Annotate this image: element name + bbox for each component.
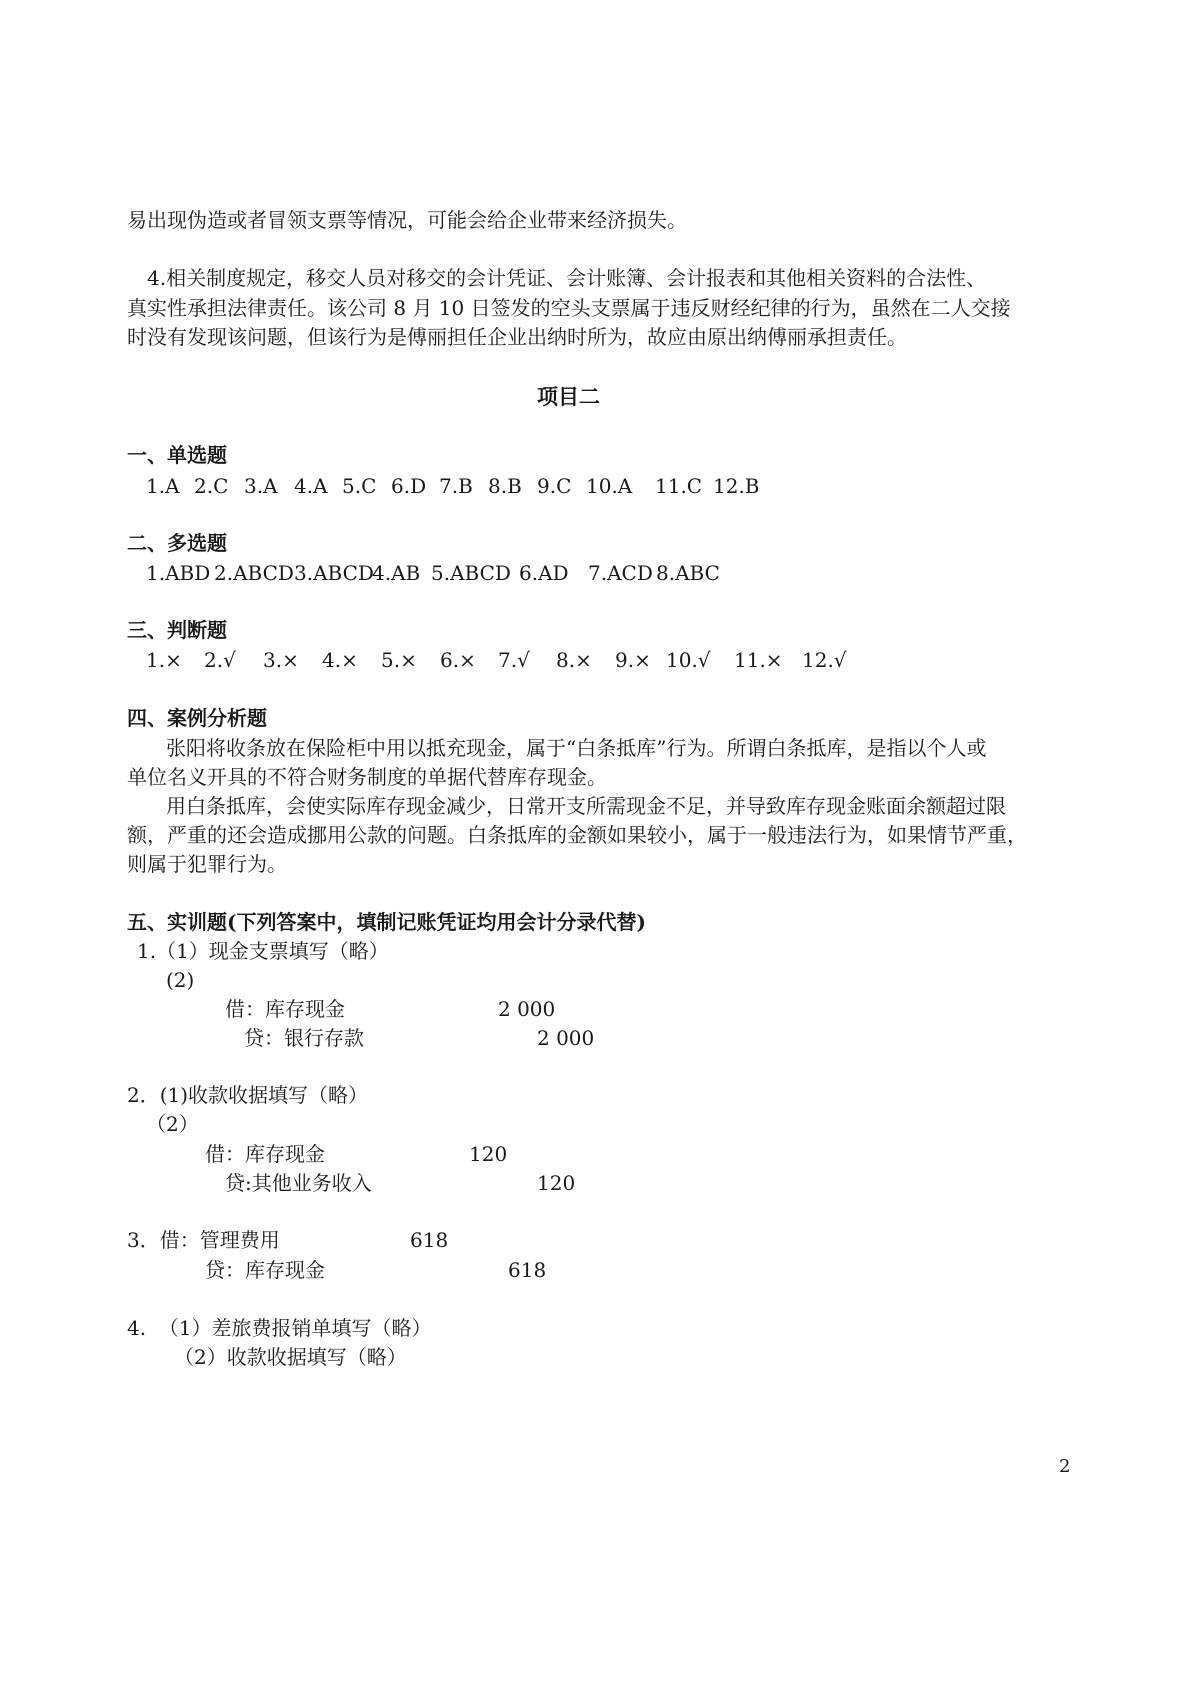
section-heading-single-choice: 一、单选题 <box>127 443 227 467</box>
answer-item: 3.× <box>263 648 299 672</box>
section-heading-multiple-choice: 二、多选题 <box>127 531 227 555</box>
journal-credit-amount: 120 <box>537 1171 576 1195</box>
section-heading-case-analysis: 四、案例分析题 <box>127 706 267 730</box>
answer-item: 4.AB <box>372 561 421 585</box>
answer-item: 4.× <box>322 648 358 672</box>
journal-credit-amount: 2 000 <box>537 1026 595 1050</box>
answer-item: 1.× <box>146 648 182 672</box>
journal-credit-account: 贷:其他业务收入 <box>225 1171 372 1195</box>
page-number: 2 <box>1059 1456 1071 1477</box>
answer-item: 6.AD <box>519 561 569 585</box>
journal-debit-account: 借：库存现金 <box>205 1142 325 1166</box>
answer-item: 2.√ <box>204 648 236 672</box>
journal-credit-account: 贷：库存现金 <box>205 1258 325 1282</box>
answer-item: 2.ABCD <box>214 561 294 585</box>
practice-q1-subitem: (2) <box>166 968 195 992</box>
answer-item: 9.C <box>537 474 572 498</box>
answer-item: 8.B <box>488 474 522 498</box>
answer-item: 7.B <box>439 474 473 498</box>
case-text-line: 用白条抵库，会使实际库存现金减少，日常开支所需现金不足，并导致库存现金账面余额超过限 <box>166 794 1006 818</box>
journal-credit-account: 贷：银行存款 <box>244 1026 364 1050</box>
answer-item: 7.ACD <box>588 561 653 585</box>
section-heading-practical: 五、实训题(下列答案中，填制记账凭证均用会计分录代替) <box>127 910 646 934</box>
practice-q2-subitem: （2） <box>146 1112 199 1136</box>
answer-item: 8.× <box>556 648 592 672</box>
journal-credit-amount: 618 <box>508 1258 547 1282</box>
paragraph-4-line: 真实性承担法律责任。该公司 8 月 10 日签发的空头支票属于违反财经纪律的行为，虽然在二人交接 <box>127 296 1011 320</box>
answer-item: 6.× <box>440 648 476 672</box>
paragraph-4-line: 时没有发现该问题，但该行为是傅丽担任企业出纳时所为，故应由原出纳傅丽承担责任。 <box>127 325 907 349</box>
answer-item: 5.× <box>381 648 417 672</box>
answer-item: 2.C <box>194 474 229 498</box>
answer-item: 8.ABC <box>656 561 720 585</box>
answer-item: 5.C <box>342 474 377 498</box>
answer-item: 10.A <box>586 474 633 498</box>
practice-q4-line: 4. （1）差旅费报销单填写（略） <box>127 1316 432 1340</box>
case-text-line: 张阳将收条放在保险柜中用以抵充现金，属于“白条抵库”行为。所谓白条抵库，是指以个人或 <box>166 736 987 760</box>
journal-debit-amount: 2 000 <box>498 997 556 1021</box>
section-heading-true-false: 三、判断题 <box>127 618 227 642</box>
answer-item: 11.× <box>734 648 783 672</box>
answer-item: 10.√ <box>666 648 711 672</box>
answer-item: 12.B <box>713 474 760 498</box>
practice-q4-subitem: （2）收款收据填写（略） <box>174 1345 407 1369</box>
journal-debit-account: 借：库存现金 <box>225 997 345 1021</box>
answer-item: 12.√ <box>802 648 847 672</box>
answer-item: 5.ABCD <box>431 561 511 585</box>
answer-item: 9.× <box>615 648 651 672</box>
answer-item: 3.A <box>244 474 278 498</box>
practice-q1-line: 1.（1）现金支票填写（略） <box>137 939 389 963</box>
answer-item: 7.√ <box>498 648 530 672</box>
page-title: 项目二 <box>537 384 600 409</box>
case-text-line: 单位名义开具的不符合财务制度的单据代替库存现金。 <box>127 765 607 789</box>
answer-item: 1.A <box>146 474 180 498</box>
case-text-line: 则属于犯罪行为。 <box>127 852 287 876</box>
paragraph-4-line: 4.相关制度规定，移交人员对移交的会计凭证、会计账簿、会计报表和其他相关资料的合法性、 <box>147 266 987 290</box>
practice-q2-line: 2．(1)收款收据填写（略） <box>127 1083 369 1107</box>
answer-item: 3.ABCD <box>294 561 374 585</box>
intro-line: 易出现伪造或者冒领支票等情况，可能会给企业带来经济损失。 <box>127 208 687 232</box>
answer-item: 6.D <box>391 474 427 498</box>
answer-item: 11.C <box>655 474 703 498</box>
journal-debit-amount: 618 <box>410 1228 449 1252</box>
case-text-line: 额，严重的还会造成挪用公款的问题。白条抵库的金额如果较小，属于一般违法行为，如果情节严重， <box>127 823 1027 847</box>
journal-debit-amount: 120 <box>469 1142 508 1166</box>
journal-debit-account: 3．借：管理费用 <box>127 1228 280 1252</box>
answer-item: 1.ABD <box>146 561 211 585</box>
answer-item: 4.A <box>294 474 328 498</box>
